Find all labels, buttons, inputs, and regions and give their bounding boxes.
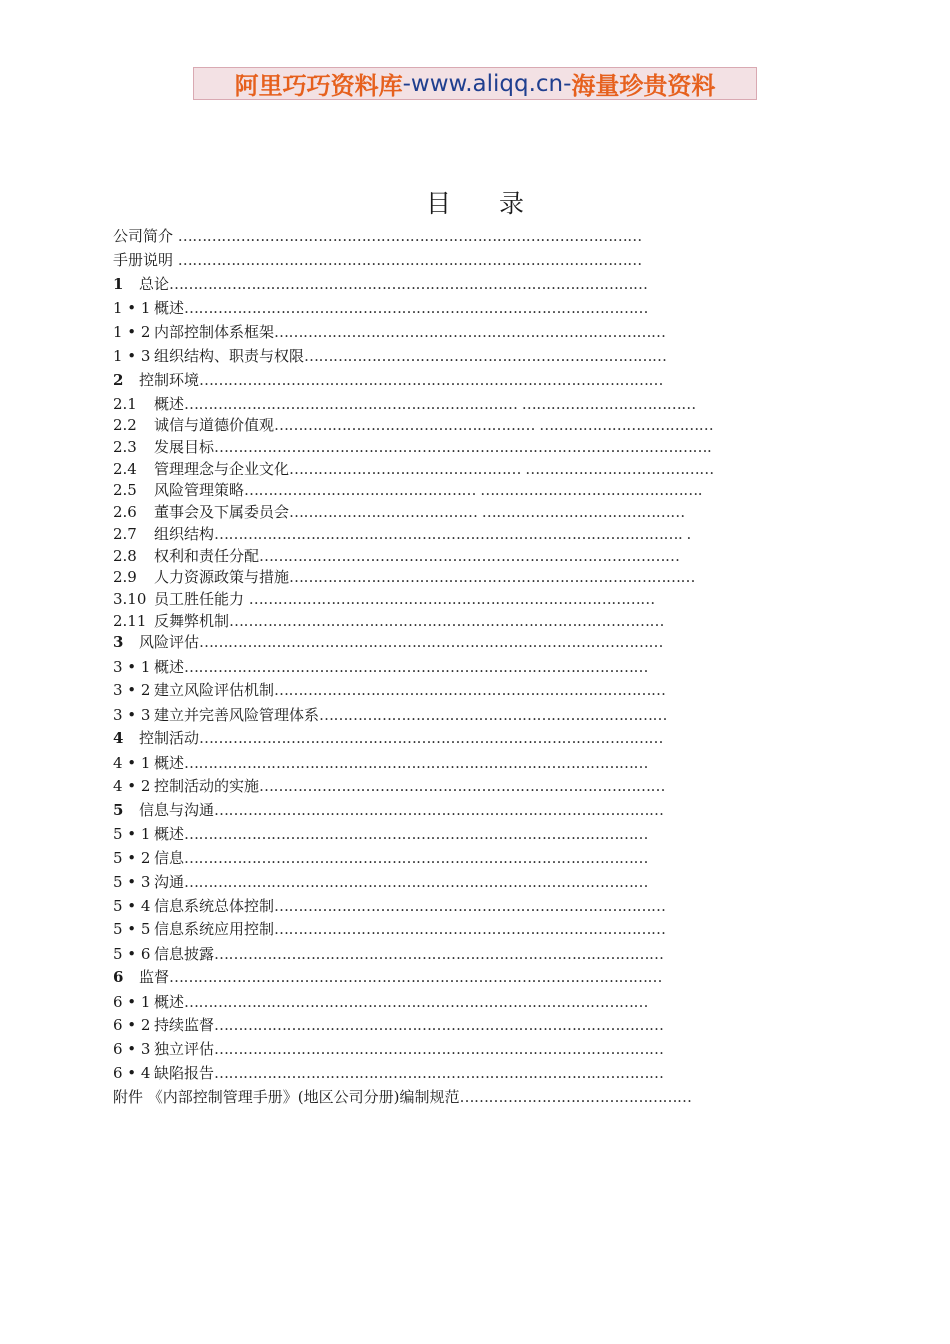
toc-entry: [113, 436, 711, 458]
toc-entry: [113, 369, 663, 391]
toc-dot-leader: ………………………………………………………………………: [274, 681, 666, 699]
toc-entry-label: 风险评估: [139, 633, 200, 651]
toc-dot-leader: ……………………………………………………………………………………: [184, 754, 649, 772]
toc-entry-label: 员工胜任能力: [154, 590, 249, 608]
toc-entry-label: 内部控制体系框架: [154, 323, 275, 341]
toc-dot-leader: ……………………………………………………………………………………: [184, 299, 649, 317]
toc-entry: [113, 704, 667, 726]
toc-entry-number: 5 • 4: [113, 897, 151, 915]
toc-entry-number: 2: [113, 371, 124, 389]
toc-entry-label: 发展目标: [154, 438, 215, 456]
toc-entry: [113, 918, 666, 940]
toc-entry-label: 控制活动的实施: [154, 777, 260, 795]
toc-dot-leader: ………………………………………………………………: [319, 706, 668, 724]
toc-entry: [113, 752, 648, 774]
toc-entry-label: 信息系统总体控制: [154, 897, 275, 915]
toc-entry-label: 信息: [154, 849, 185, 867]
toc-entry-label: 概述: [154, 825, 185, 843]
toc-dot-leader: ………………………………………………………………………………………….: [214, 438, 712, 456]
toc-entry-number: 4 • 1: [113, 754, 151, 772]
toc-entry-label: 公司简介: [113, 227, 178, 245]
toc-dot-leader: …………………………………………………………………………: [259, 777, 666, 795]
toc-dot-leader: ………………………………………… …………………………………: [289, 460, 714, 478]
toc-entry-number: 2.8: [113, 547, 137, 565]
toc-entry: [113, 479, 702, 501]
toc-entry-number: 5 • 5: [113, 920, 151, 938]
toc-entry-label: 建立风险评估机制: [154, 681, 275, 699]
banner-url: -www.aliqq.cn-: [402, 70, 572, 97]
toc-entry-number: 2.2: [113, 416, 137, 434]
toc-dot-leader: …………………………………………………………………………………: [214, 1040, 664, 1058]
toc-dot-leader: ……………………………………………………………………………………: [199, 729, 664, 747]
toc-entry-label: 控制活动: [139, 729, 200, 747]
toc-entry-label: 风险管理策略: [154, 481, 245, 499]
toc-entry: [113, 414, 713, 436]
toc-entry: [113, 823, 648, 845]
toc-entry: [113, 393, 696, 415]
toc-dot-leader: …………………………………………………………………………: [248, 590, 655, 608]
toc-entry: [113, 871, 648, 893]
toc-entry: [113, 610, 664, 632]
toc-dot-leader: ………………………………………………………………………………: [229, 612, 665, 630]
toc-dot-leader: ……………………………………………………………………………………: [177, 227, 642, 245]
toc-entry: [113, 991, 648, 1013]
toc-entry: [113, 1038, 664, 1060]
toc-entry-number: 2.11: [113, 612, 147, 630]
toc-entry: [113, 631, 663, 653]
toc-entry-number: 3 • 2: [113, 681, 151, 699]
toc-entry-label: 管理理念与企业文化: [154, 460, 290, 478]
toc-entry-number: 6 • 1: [113, 993, 151, 1011]
toc-entry: [113, 588, 655, 610]
toc-entry-label: 建立并完善风险管理体系: [154, 706, 320, 724]
toc-entry: [113, 225, 642, 247]
toc-entry-label: 董事会及下属委员会: [154, 503, 290, 521]
toc-dot-leader: …………………………………………………………………………: [289, 568, 696, 586]
toc-entry-label: 信息与沟通: [139, 801, 215, 819]
toc-dot-leader: ……………………………………………………………………………………: [184, 993, 649, 1011]
toc-entry-number: 6 • 4: [113, 1064, 151, 1082]
toc-entry-number: 2.4: [113, 460, 137, 478]
toc-entry-number: 3: [113, 633, 124, 651]
toc-entry-label: 反舞弊机制: [154, 612, 230, 630]
toc-entry-label: 人力资源政策与措施: [154, 568, 290, 586]
toc-dot-leader: ……………………………………………………………………………………: [199, 371, 664, 389]
toc-entry-label: 信息披露: [154, 945, 215, 963]
toc-entry: [113, 566, 695, 588]
toc-entry-number: 1 • 2: [113, 323, 151, 341]
toc-entry: [113, 321, 666, 343]
toc-entry-number: 2.7: [113, 525, 137, 543]
toc-entry-label: 持续监督: [154, 1016, 215, 1034]
toc-dot-leader: …………………………………………………………………………………: [214, 1064, 664, 1082]
toc-entry-label: 缺陷报告: [154, 1064, 215, 1082]
toc-entry-number: 2.1: [113, 395, 137, 413]
toc-entry-label: 沟通: [154, 873, 185, 891]
toc-entry-number: 5: [113, 801, 124, 819]
toc-entry: [113, 545, 680, 567]
toc-dot-leader: ……………………………………………………………………………: [259, 547, 680, 565]
toc-entry-number: 1 • 1: [113, 299, 151, 317]
toc-entry: [113, 249, 642, 271]
toc-entry-number: 2.3: [113, 438, 137, 456]
banner-site-name: 阿里巧巧资料库: [234, 72, 403, 100]
toc-dot-leader: ……………………………………………………………………………………: [184, 658, 649, 676]
toc-entry-number: 5 • 1: [113, 825, 151, 843]
toc-entry-label: 附件 《内部控制管理手册》(地区公司分册)编制规范: [113, 1088, 460, 1106]
toc-dot-leader: ……………………………………………………………………………………: [177, 251, 642, 269]
toc-entry-label: 独立评估: [154, 1040, 215, 1058]
toc-entry-label: 控制环境: [139, 371, 200, 389]
toc-entry-number: 6 • 3: [113, 1040, 151, 1058]
toc-entry: [113, 1062, 664, 1084]
toc-entry: [113, 523, 691, 545]
toc-entry: [113, 656, 648, 678]
toc-entry-label: 手册说明: [113, 251, 178, 269]
toc-dot-leader: ……………………………………………………………………………………: [199, 633, 664, 651]
toc-dot-leader: …………………………………………………………………………………: [214, 1016, 664, 1034]
toc-dot-leader: ……………………………………………………………………………………: [184, 825, 649, 843]
toc-entry-number: 3 • 1: [113, 658, 151, 676]
toc-entry-label: 组织结构: [154, 525, 215, 543]
toc-entry: [113, 501, 685, 523]
toc-dot-leader: …………………………………………………………………………………………: [169, 968, 663, 986]
toc-entry-number: 1: [113, 275, 124, 293]
toc-entry: [113, 943, 664, 965]
toc-entry: [113, 1014, 664, 1036]
toc-dot-leader: ……………………………………………… ………………………………: [274, 416, 714, 434]
toc-dot-leader: …………………………………………………………… ………………………………: [184, 395, 696, 413]
toc-dot-leader: …………………………………………: [459, 1088, 692, 1106]
toc-entry-label: 信息系统应用控制: [154, 920, 275, 938]
toc-entry-number: 1 • 3: [113, 347, 151, 365]
toc-entry-number: 3 • 3: [113, 706, 151, 724]
toc-entry-label: 概述: [154, 299, 185, 317]
toc-entry-number: 5 • 6: [113, 945, 151, 963]
toc-entry-label: 概述: [154, 754, 185, 772]
toc-dot-leader: ……………………………………………………………………………………. .: [214, 525, 691, 543]
page-title: 目 录: [426, 189, 544, 218]
toc-dot-leader: ……………………………………………………………………………………: [184, 873, 649, 891]
toc-entry: [113, 966, 662, 988]
toc-dot-leader: …………………………………………………………………………………: [214, 945, 664, 963]
toc-entry-label: 总论: [139, 275, 170, 293]
toc-dot-leader: ………………………………………………………………………: [274, 897, 666, 915]
toc-entry: [113, 847, 648, 869]
toc-entry-number: 4 • 2: [113, 777, 151, 795]
toc-entry-label: 概述: [154, 395, 185, 413]
toc-entry-label: 诚信与道德价值观: [154, 416, 275, 434]
toc-entry-label: 组织结构、职责与权限: [154, 347, 305, 365]
toc-entry: [113, 775, 665, 797]
toc-entry-label: 概述: [154, 658, 185, 676]
toc-dot-leader: ………………………………… ……………………………………: [289, 503, 685, 521]
toc-entry: [113, 345, 667, 367]
toc-entry-number: 2.9: [113, 568, 137, 586]
toc-dot-leader: ………………………………………………………………………: [274, 920, 666, 938]
toc-entry: [113, 727, 663, 749]
watermark-banner: [193, 67, 757, 100]
toc-entry-number: 5 • 3: [113, 873, 151, 891]
toc-entry-label: 监督: [139, 968, 170, 986]
toc-entry: [113, 458, 714, 480]
toc-entry: [113, 297, 648, 319]
toc-entry: [113, 799, 664, 821]
toc-entry-number: 2.6: [113, 503, 137, 521]
toc-dot-leader: ………………………………………………………………………: [274, 323, 666, 341]
toc-entry-label: 概述: [154, 993, 185, 1011]
toc-dot-leader: ……………………………………………………………………………………: [184, 849, 649, 867]
toc-entry-label: 权利和责任分配: [154, 547, 260, 565]
toc-entry-number: 2.5: [113, 481, 137, 499]
toc-entry: [113, 679, 666, 701]
toc-entry-number: 3.10: [113, 590, 147, 608]
toc-dot-leader: …………………………………………………………………………………: [214, 801, 664, 819]
banner-slogan: 海量珍贵资料: [571, 72, 716, 100]
toc-entry-number: 5 • 2: [113, 849, 151, 867]
toc-dot-leader: ………………………………………… ……………………………………….: [244, 481, 703, 499]
toc-dot-leader: ………………………………………………………………………………………: [169, 275, 648, 293]
toc-entry-number: 6: [113, 968, 124, 986]
toc-entry: [113, 1086, 691, 1108]
toc-entry-number: 6 • 2: [113, 1016, 151, 1034]
toc-dot-leader: …………………………………………………………………: [304, 347, 667, 365]
toc-entry-number: 4: [113, 729, 124, 747]
toc-entry: [113, 273, 648, 295]
toc-entry: [113, 895, 666, 917]
